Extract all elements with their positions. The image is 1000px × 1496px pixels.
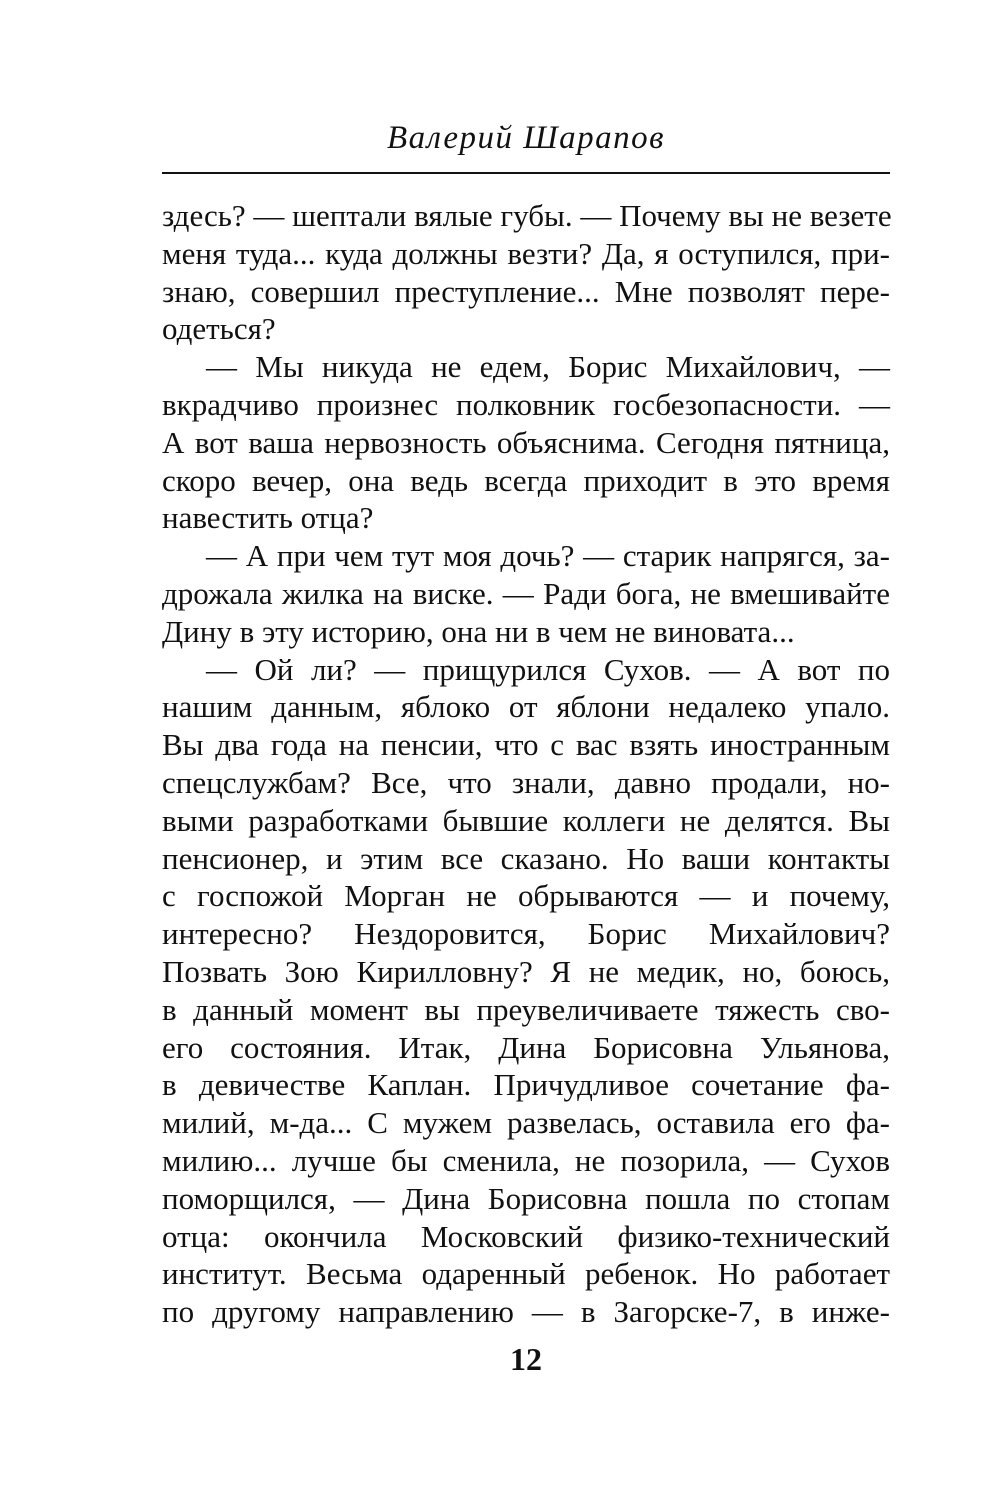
page-number: 12 — [510, 1341, 542, 1377]
text-line: нашим данным, яблоко от яблони недалеко упало. — [162, 689, 890, 725]
text-line: пенсионер, и этим все сказано. Но ваши контакты — [162, 840, 890, 876]
text-line: дрожала жилка на виске. — Ради бога, не вмешивайте — [162, 575, 890, 611]
text-line: меня туда... куда должны везти? Да, я оступился, при- — [162, 235, 890, 271]
text-line: поморщился, — Дина Борисовна пошла по стопам — [162, 1180, 890, 1216]
text-line: скоро вечер, она ведь всегда приходит в это время — [162, 462, 890, 498]
text-line: — Мы никуда не едем, Борис Михайлович, — — [206, 349, 890, 385]
text-line: Дину в эту историю, она ни в чем не виновата... — [162, 613, 795, 649]
text-line: спецслужбам? Все, что знали, давно продали, но- — [162, 764, 890, 800]
text-line: милий, м-да... С мужем развелась, оставила его фа- — [162, 1105, 890, 1141]
text-line: — Ой ли? — прищурился Сухов. — А вот по — [206, 651, 890, 687]
text-line: Позвать Зою Кирилловну? Я не медик, но, боюсь, — [162, 953, 890, 989]
text-line: милию... лучше бы сменила, не позорила, — Сухов — [162, 1142, 890, 1178]
body-text — [162, 197, 890, 1331]
running-head-author: Валерий Шарапов — [386, 120, 665, 156]
text-line: здесь? — шептали вялые губы. — Почему вы не везете — [162, 198, 892, 233]
text-line: в данный момент вы преувеличиваете тяжесть сво- — [162, 991, 890, 1027]
text-line: выми разработками бывшие коллеги не делятся. Вы — [162, 802, 890, 838]
text-line: навестить отца? — [162, 500, 374, 536]
header-rule — [162, 172, 890, 174]
text-line: его состояния. Итак, Дина Борисовна Ульянова, — [162, 1029, 890, 1065]
text-line: одеться? — [162, 311, 276, 347]
text-line: в девичестве Каплан. Причудливое сочетание фа- — [162, 1067, 890, 1103]
text-line: интересно? Нездоровится, Борис Михайлович? — [162, 916, 890, 952]
text-line: знаю, совершил преступление... Мне позволят пере- — [162, 273, 890, 309]
text-line: с госпожой Морган не обрываются — и почему, — [162, 878, 890, 914]
text-line: Вы два года на пенсии, что с вас взять иностранным — [162, 727, 890, 763]
text-line: по другому направлению — в Загорске-7, в инже- — [162, 1294, 890, 1330]
text-line: институт. Весьма одаренный ребенок. Но работает — [162, 1256, 890, 1292]
text-line: — А при чем тут моя дочь? — старик напрягся, за- — [206, 538, 890, 574]
text-line: вкрадчиво произнес полковник госбезопасности. — — [162, 386, 890, 422]
text-line: А вот ваша нервозность объяснима. Сегодня пятница, — [162, 424, 890, 460]
text-line: отца: окончила Московский физико-технический — [162, 1218, 890, 1254]
